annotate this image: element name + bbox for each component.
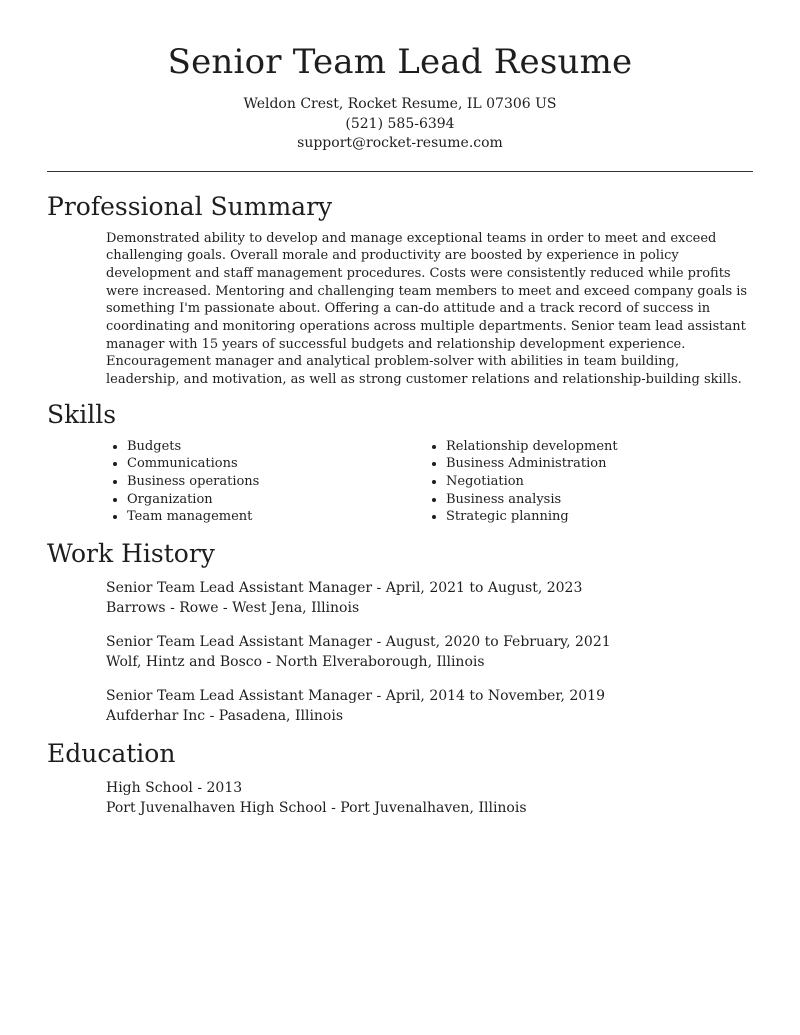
contact-phone: (521) 585-6394 [345, 115, 455, 132]
skill-item: • Business Administration [446, 455, 744, 473]
skills-column-left [106, 438, 425, 526]
education-entry [47, 778, 753, 818]
job-entry [47, 578, 753, 618]
skill-item: • Negotiation [446, 473, 744, 491]
header-divider [47, 171, 753, 172]
contact-block [47, 95, 753, 154]
skill-item: • Budgets [127, 438, 425, 456]
skill-item: • Business analysis [446, 491, 744, 509]
skill-item: • Communications [127, 455, 425, 473]
skill-item: • Relationship development [446, 438, 744, 456]
job-entry [47, 632, 753, 672]
contact-address: Weldon Crest, Rocket Resume, IL 07306 US [243, 96, 557, 112]
contact-email: support@rocket-resume.com [297, 135, 503, 151]
skill-item: • Organization [127, 491, 425, 509]
skills-list [47, 438, 753, 526]
skills-heading: Skills [47, 399, 117, 429]
job-title-dates: Senior Team Lead Assistant Manager - August, 2020 to February, 2021 [106, 633, 611, 650]
skill-item: • Strategic planning [446, 508, 744, 526]
job-employer-location: Aufderhar Inc - Pasadena, Illinois [106, 707, 344, 724]
education-heading: Education [47, 738, 176, 768]
skill-item: • Team management [127, 508, 425, 526]
skills-column-right [425, 438, 744, 526]
job-entry [47, 686, 753, 726]
summary-heading: Professional Summary [47, 191, 333, 221]
job-title-dates: Senior Team Lead Assistant Manager - April, 2021 to August, 2023 [106, 579, 583, 596]
skill-item: • Business operations [127, 473, 425, 491]
education-school-location: Port Juvenalhaven High School - Port Juvenalhaven, Illinois [106, 799, 527, 816]
job-employer-location: Barrows - Rowe - West Jena, Illinois [106, 599, 360, 616]
resume-title: Senior Team Lead Resume [167, 42, 633, 82]
job-employer-location: Wolf, Hintz and Bosco - North Elveraborough, Illinois [106, 653, 485, 670]
education-degree-year: High School - 2013 [106, 779, 243, 796]
work-history-heading: Work History [47, 538, 215, 568]
summary-text: Demonstrated ability to develop and manage exceptional teams in order to meet and exceed challenging goals. Overall morale and productivity are boosted by experience in policy development and staff management procedures. Costs were consistently reduced while profits were increased. Mentoring and challenging team members to meet and exceed company goals is something I'm passionate about. Offering a can-do attitude and a track record of success in coordinating and monitoring operations across multiple departments. Senior team lead assistant manager with 15 years of successful budgets and relationship development experience. Encouragement manager and analytical problem-solver with abilities in team building, leadership, and motivation, as well as strong customer relations and relationship-building skills. [106, 230, 748, 388]
job-title-dates: Senior Team Lead Assistant Manager - April, 2014 to November, 2019 [106, 687, 605, 704]
resume-header [47, 0, 753, 154]
